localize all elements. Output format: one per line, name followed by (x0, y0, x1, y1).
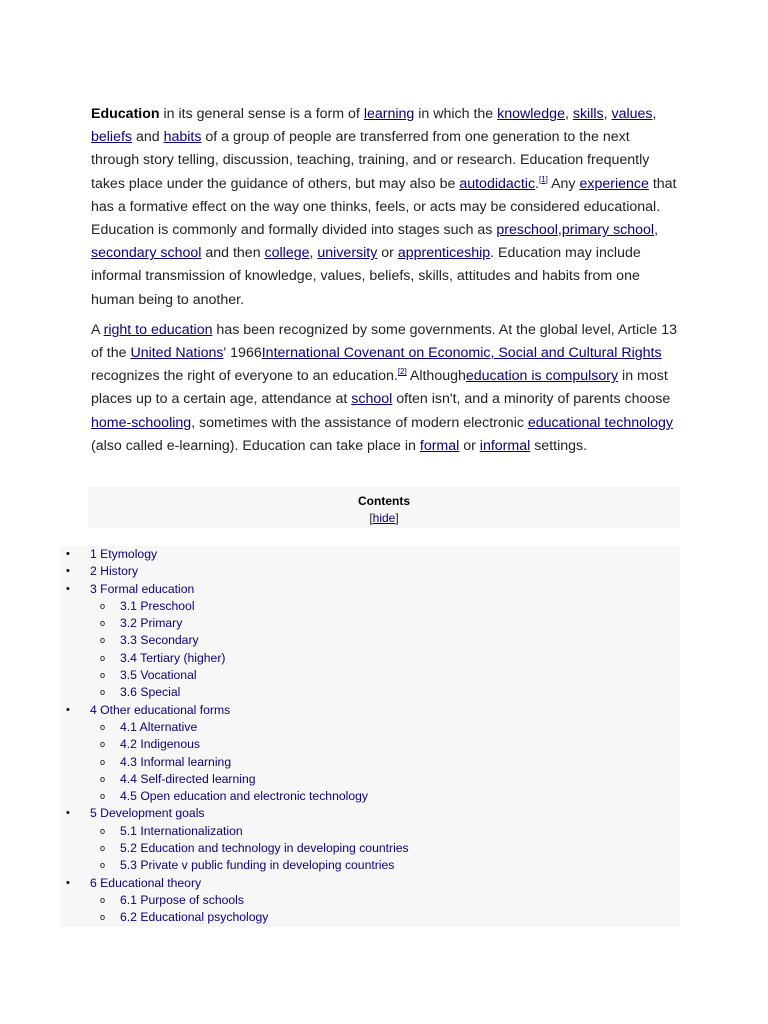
link-united-nations[interactable]: United Nations (130, 345, 224, 362)
link-formal[interactable]: formal (419, 437, 460, 454)
toc-item[interactable] (60, 719, 680, 736)
link-educational-technology[interactable]: educational technology (527, 414, 674, 431)
toc-item-label[interactable]: 4.4 Self-directed learning (120, 771, 256, 786)
toc-item[interactable] (60, 650, 680, 667)
text: settings. (530, 437, 588, 454)
reference-1[interactable]: [1] (539, 174, 548, 184)
sub-bullet-icon: o (100, 721, 106, 732)
link-college[interactable]: college (264, 245, 310, 262)
link-beliefs[interactable]: beliefs (91, 129, 133, 146)
sub-bullet-icon: o (100, 652, 106, 663)
sub-bullet-icon: o (100, 843, 106, 854)
text: A (91, 321, 104, 338)
paragraph-right-to-education (91, 319, 681, 458)
text: , (564, 106, 573, 122)
toc-item[interactable] (60, 546, 680, 563)
link-school[interactable]: school (351, 391, 393, 408)
text: , (654, 222, 659, 239)
toc-item[interactable] (60, 805, 680, 822)
paragraph-intro (91, 103, 681, 312)
toc-list (60, 546, 680, 927)
text: . (535, 175, 539, 192)
link-university[interactable]: university (317, 245, 378, 262)
link-informal[interactable]: informal (479, 437, 531, 454)
text: in its general sense is a form of (159, 106, 364, 122)
toc-hide-link[interactable]: hide (372, 511, 396, 525)
bracket-close: ] (395, 511, 399, 525)
toc-item-label[interactable]: 3.3 Secondary (120, 633, 199, 648)
sub-bullet-icon: o (100, 860, 106, 871)
sub-bullet-icon: o (100, 635, 106, 646)
toc-item[interactable] (60, 892, 680, 909)
toc-item[interactable] (60, 615, 680, 632)
link-apprenticeship[interactable]: apprenticeship (397, 245, 491, 262)
toc-item-label[interactable]: 3.6 Special (120, 685, 181, 700)
text: recognizes the right of everyone to an education. (91, 368, 398, 385)
bullet-icon: • (66, 548, 70, 560)
link-knowledge[interactable]: knowledge (497, 106, 565, 122)
toc-item[interactable] (60, 754, 680, 771)
toc-item-label[interactable]: 6.2 Educational psychology (120, 910, 269, 925)
toc-item-label[interactable]: 6 Educational theory (90, 875, 202, 890)
toc-item[interactable] (60, 857, 680, 874)
sub-bullet-icon: o (100, 791, 106, 802)
toc-item-label[interactable]: 4.3 Informal learning (120, 754, 232, 769)
text: or (459, 437, 480, 454)
text: or (377, 245, 398, 262)
link-values[interactable]: values (611, 106, 653, 122)
sub-bullet-icon: o (100, 825, 106, 836)
text: , sometimes with the assistance of modern electronic (191, 414, 528, 431)
sub-bullet-icon: o (100, 739, 106, 750)
toc-item[interactable] (60, 598, 680, 615)
toc-title: Contents (358, 494, 410, 508)
sub-bullet-icon: o (100, 756, 106, 767)
bullet-icon: • (66, 876, 70, 889)
toc-item-label[interactable]: 5 Development goals (90, 806, 205, 821)
toc-item[interactable] (60, 563, 680, 580)
toc-item-label[interactable]: 2 History (90, 564, 139, 579)
bullet-icon: • (66, 565, 70, 578)
text: . Education may include informal transmission of knowledge, values, beliefs, skills, attitudes and habits from one human being to another. (91, 245, 641, 308)
link-right-to-education[interactable]: right to education (103, 321, 213, 338)
link-primary-school[interactable]: primary school (561, 222, 655, 239)
text: , (603, 106, 612, 122)
link-icescr[interactable]: International Covenant on Economic, Social and Cultural Rights (261, 345, 662, 362)
text: often isn't, and a minority of parents choose (392, 391, 671, 408)
toc-item[interactable] (60, 875, 680, 892)
sub-bullet-icon: o (100, 912, 106, 923)
toc-item-label[interactable]: 3 Formal education (90, 581, 195, 596)
toc-item[interactable] (60, 632, 680, 649)
text: has been recognized by some governments. At the global level, Article 13 of the (91, 321, 678, 362)
sub-bullet-icon: o (100, 687, 106, 698)
toc-toggle (88, 511, 680, 526)
text: , (309, 245, 318, 262)
toc-item[interactable] (60, 771, 680, 788)
link-autodidactic[interactable]: autodidactic (459, 175, 536, 192)
sub-bullet-icon: o (100, 600, 106, 611)
toc-item-label[interactable]: 5.1 Internationalization (120, 823, 243, 838)
text: in which the (414, 106, 498, 122)
text: and (132, 129, 164, 146)
link-preschool[interactable]: preschool (496, 222, 558, 239)
toc-item[interactable] (60, 823, 680, 840)
article-body (91, 103, 681, 458)
bullet-icon: • (66, 807, 70, 820)
text: (also called e-learning). Education can take place in (91, 437, 420, 454)
text: , (652, 106, 657, 122)
sub-bullet-icon: o (100, 773, 106, 784)
bracket-open: [ (369, 511, 373, 525)
link-learning[interactable]: learning (363, 106, 415, 122)
link-education-is-compulsory[interactable]: education is compulsory (465, 368, 619, 385)
toc-item-label[interactable]: 1 Etymology (90, 547, 158, 561)
text: of a group of people are transferred from one generation to the next through story telling, discussion, teaching, training, and or research. Education frequently takes place under the guidance of others, but may also be (91, 129, 650, 192)
toc-header (88, 487, 680, 528)
text: in most places up to a certain age, attendance at (91, 368, 668, 408)
link-secondary-school[interactable]: secondary school (91, 245, 202, 262)
toc-item-label[interactable]: 4.5 Open education and electronic technology (120, 789, 368, 804)
term-education: Education (91, 106, 160, 122)
link-experience[interactable]: experience (579, 175, 649, 192)
toc-item-label[interactable]: 4 Other educational forms (90, 702, 231, 717)
toc-item-label[interactable]: 6.1 Purpose of schools (120, 892, 244, 907)
link-habits[interactable]: habits (163, 129, 202, 146)
toc-item-label[interactable]: 3.1 Preschool (120, 598, 195, 613)
toc-item-label[interactable]: 5.2 Education and technology in developing countries (120, 841, 409, 856)
link-skills[interactable]: skills (572, 106, 604, 122)
toc-item-label[interactable]: 4.2 Indigenous (120, 737, 200, 752)
toc-item-label[interactable]: 3.4 Tertiary (higher) (120, 650, 226, 665)
toc-item[interactable] (60, 788, 680, 805)
reference-2[interactable]: [2] (397, 367, 407, 377)
toc-item[interactable] (60, 667, 680, 684)
toc-item[interactable] (60, 702, 680, 719)
sub-bullet-icon: o (100, 618, 106, 629)
bullet-icon: • (66, 582, 70, 595)
toc-item-label[interactable]: 3.2 Primary (120, 616, 183, 631)
sub-bullet-icon: o (100, 670, 106, 681)
text: and then (201, 245, 265, 262)
link-home-schooling[interactable]: home-schooling (91, 414, 192, 431)
toc-item[interactable] (60, 736, 680, 753)
text: Although (406, 368, 466, 385)
toc-item[interactable] (60, 581, 680, 598)
text: , (557, 222, 562, 239)
text: Any (547, 175, 580, 192)
toc-item[interactable] (60, 684, 680, 701)
bullet-icon: • (66, 703, 70, 716)
toc-item-label[interactable]: 3.5 Vocational (120, 668, 197, 683)
toc-item[interactable] (60, 840, 680, 857)
toc-item[interactable] (60, 909, 680, 926)
toc-item-label[interactable]: 4.1 Alternative (120, 719, 198, 734)
text: that has a formative effect on the way one thinks, feels, or acts may be considered educational. Education is commonly and formally divided into stages such as (91, 175, 677, 239)
toc-item-label[interactable]: 5.3 Private v public funding in developing countries (120, 858, 395, 873)
sub-bullet-icon: o (100, 894, 106, 905)
text: ' 1966 (223, 345, 262, 362)
